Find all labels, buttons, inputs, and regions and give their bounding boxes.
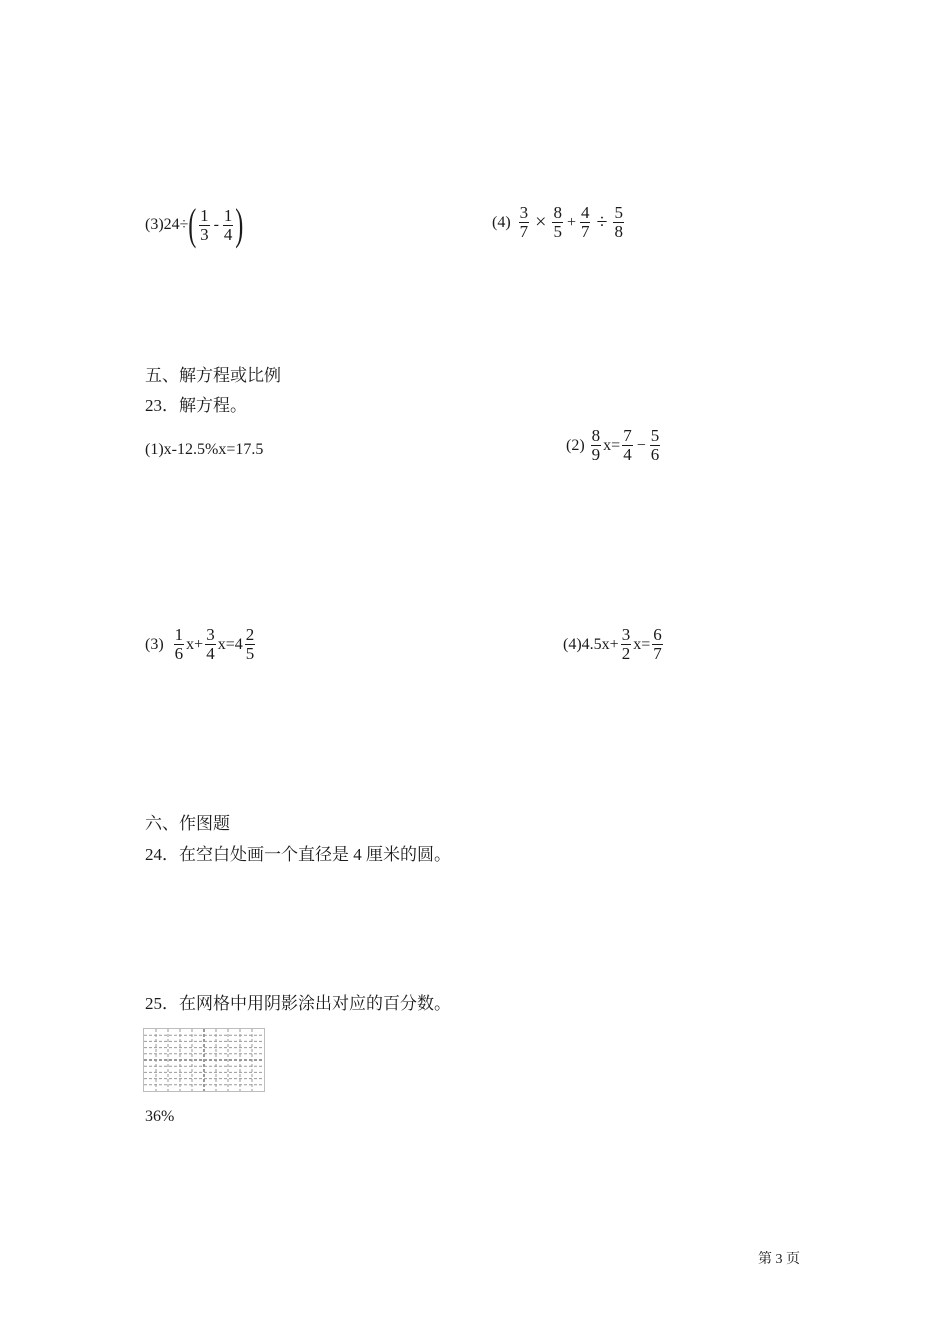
expr-mid: x+: [186, 635, 204, 653]
left-paren: (: [188, 200, 197, 249]
denominator: 4: [206, 644, 215, 663]
grid-svg: [144, 1029, 264, 1091]
denominator: 3: [200, 224, 209, 244]
denominator: 6: [650, 445, 660, 464]
part-label: (4): [492, 213, 511, 231]
numerator: 5: [650, 426, 660, 445]
operator: ÷: [596, 211, 608, 233]
expr-mid: x=: [633, 635, 651, 653]
numerator: 7: [623, 426, 632, 445]
fraction: [519, 205, 530, 240]
numerator: 1: [223, 205, 233, 225]
fraction: [205, 627, 216, 662]
q22-part3: [145, 200, 244, 249]
fraction: [622, 428, 633, 463]
numerator: 6: [653, 625, 662, 644]
operator: −: [636, 436, 646, 454]
denominator: 5: [553, 222, 562, 241]
q23-part4: [563, 627, 665, 662]
q23-part2: [566, 428, 662, 463]
page-number: 第 3 页: [758, 1252, 800, 1267]
percent-grid[interactable]: [143, 1028, 265, 1092]
denominator: 9: [591, 445, 601, 464]
q23-part1: (1)x-12.5%x=17.5: [145, 441, 264, 458]
fraction: [650, 428, 661, 463]
part-label: (4)4.5x+: [563, 635, 619, 653]
denominator: 4: [223, 224, 233, 244]
section-title: 五、解方程或比例: [145, 366, 281, 385]
right-paren: ): [235, 200, 244, 249]
denominator: 6: [174, 644, 184, 663]
expr-mid: x=4: [217, 635, 243, 653]
q23-part3: [145, 627, 257, 662]
denominator: 7: [580, 222, 590, 241]
question-title: 24．在空白处画一个直径是 4 厘米的圆。: [145, 845, 451, 864]
fraction: [621, 627, 632, 662]
denominator: 4: [623, 445, 632, 464]
numerator: 5: [614, 203, 623, 222]
percent-label: 36%: [145, 1108, 175, 1125]
numerator: 3: [206, 625, 215, 644]
fraction: [552, 205, 563, 240]
operator: -: [213, 216, 219, 233]
fraction: [245, 627, 256, 662]
expr-mid: x=: [603, 436, 621, 454]
operator: +: [566, 213, 576, 231]
denominator: 7: [653, 644, 662, 663]
fraction: [199, 205, 210, 244]
denominator: 5: [245, 644, 255, 663]
numerator: 4: [580, 203, 590, 222]
numerator: 3: [519, 203, 529, 222]
denominator: 7: [519, 222, 529, 241]
fraction: [223, 205, 234, 244]
numerator: 1: [174, 625, 184, 644]
fraction: [613, 205, 624, 240]
part-label: (2): [566, 436, 585, 454]
denominator: 2: [621, 644, 631, 663]
question-title: 25．在网格中用阴影涂出对应的百分数。: [145, 994, 451, 1013]
part-label: (3): [145, 635, 164, 653]
fraction: [580, 205, 591, 240]
part-label: (3): [145, 216, 164, 233]
fraction: [174, 627, 185, 662]
q22-part4: [492, 205, 626, 240]
numerator: 1: [200, 205, 209, 225]
expr-lead: 24÷: [163, 216, 189, 233]
operator: ×: [535, 211, 547, 233]
numerator: 2: [245, 625, 255, 644]
numerator: 8: [591, 426, 601, 445]
fraction: [652, 627, 663, 662]
question-title: 23．解方程。: [145, 396, 247, 415]
section-title: 六、作图题: [145, 814, 230, 833]
denominator: 8: [614, 222, 623, 241]
numerator: 3: [621, 625, 631, 644]
numerator: 8: [553, 203, 562, 222]
fraction: [591, 428, 602, 463]
